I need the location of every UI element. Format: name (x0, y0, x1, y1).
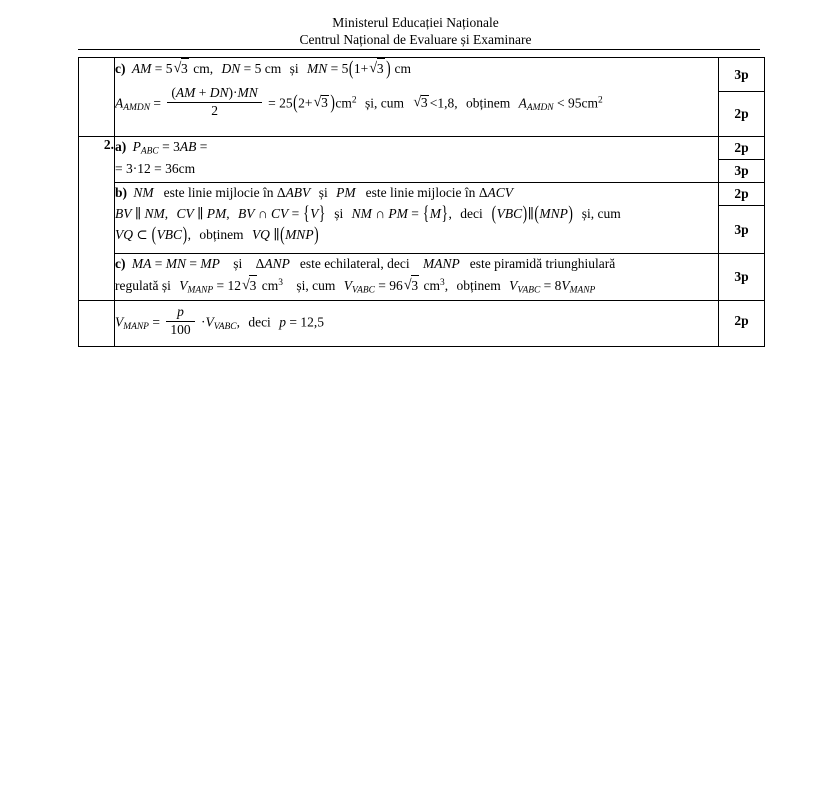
scoring-rubric-table (78, 57, 765, 347)
points-value: 2p (719, 91, 764, 136)
solution-cell-1c (115, 58, 719, 137)
solution-line: b) NM este linie mijlocie în ΔABV și PM este linie mijlocie în ΔACV (115, 185, 513, 200)
table-row (79, 254, 765, 301)
table-row (79, 58, 765, 137)
points-cell-2c (719, 254, 765, 301)
solution-line: $A_{AMDN}$ = $\frac{(AM + DN)\cdot MN}{2}$ = 25(2+ √ 3 )$cm^2$ și, cum √ 3 <1,8, obținem $A_{AMDN} < 95cm^2$ (115, 88, 718, 121)
points-value: 2p (734, 186, 749, 201)
solution-line: regulată și $V_{MANP} = 12$ √ 3 $cm^3$ și, cum $V_{VABC} = 96$ √ 3 $cm^3$, obținem $V_{VABC} = 8V_{MANP}$ (115, 275, 718, 298)
step-label-a: a) (115, 139, 127, 154)
fraction-percent: $\frac{p}{100}$ (166, 305, 194, 338)
value-am: 5 (165, 61, 173, 76)
solution-cell-2a (115, 137, 719, 183)
row-index-cell-empty-2 (79, 301, 115, 347)
solution-line: a) $P_{ABC} = 3AB$ = (115, 139, 208, 157)
table-row (79, 301, 765, 347)
points-value: 3p (719, 159, 764, 182)
solution-line: VQ ⊂ (VBC), obținem VQ ∥(MNP) (115, 223, 319, 245)
solution-line: $V_{MANP}$ = $\frac{p}{100}$ $\cdot V_{VABC}$, deci p = 12,5 (115, 303, 324, 337)
document-header (0, 14, 831, 48)
points-value: 3p (734, 66, 749, 82)
step-label-c2: c) (115, 256, 126, 271)
sqrt-icon: √ 3 (369, 58, 384, 80)
row-index-cell-problem-2: 2. (79, 137, 115, 301)
points-cell-2b (719, 183, 765, 254)
points-value: 2p (734, 140, 749, 155)
sqrt-icon: √ 3 (314, 95, 329, 111)
solution-line: c) MA = MN = MP și ΔANP este echilateral, deci MANP este piramidă triunghiulară (115, 256, 616, 271)
points-value: 3p (734, 269, 749, 284)
solution-line: BV ∥ NM, CV ∥ PM, BV ∩ CV = {V} și NM ∩ PM = {M}, deci (VBC)∥(MNP) și, cum (115, 202, 621, 224)
fraction-area: $\frac{(AM + DN)\cdot MN}{2}$ (167, 86, 261, 119)
points-cell-2a (719, 137, 765, 183)
points-value: 3p (719, 205, 764, 253)
step-label-c: c) (115, 61, 126, 76)
header-line-ministry: Ministerul Educației Naționale (332, 15, 499, 30)
value-dn: 5 (254, 61, 262, 76)
points-value: 2p (734, 313, 749, 328)
header-divider-rule (78, 49, 760, 50)
solution-line: c) AM = 5 √ 3 cm, DN = 5 cm și MN = 5(1+ √ 3 ) cm (115, 58, 718, 80)
solution-line: = 3·12 = 36cm (115, 161, 196, 177)
points-cell-1c (719, 58, 765, 137)
points-cell-2c-final (719, 301, 765, 347)
table-row (79, 183, 765, 254)
sqrt-icon: √ 3 (174, 58, 189, 80)
row-index-cell-empty (79, 58, 115, 137)
solution-cell-2c-final (115, 301, 719, 347)
solution-cell-2b (115, 183, 719, 254)
sqrt-icon: √ 3 (413, 95, 428, 111)
header-line-center: Centrul Național de Evaluare și Examinare (299, 32, 532, 47)
step-label-b: b) (115, 185, 128, 200)
table-row (79, 137, 765, 183)
sqrt-icon: √ 3 (242, 275, 257, 297)
sqrt-icon: √ 3 (404, 275, 419, 297)
solution-cell-2c (115, 254, 719, 301)
